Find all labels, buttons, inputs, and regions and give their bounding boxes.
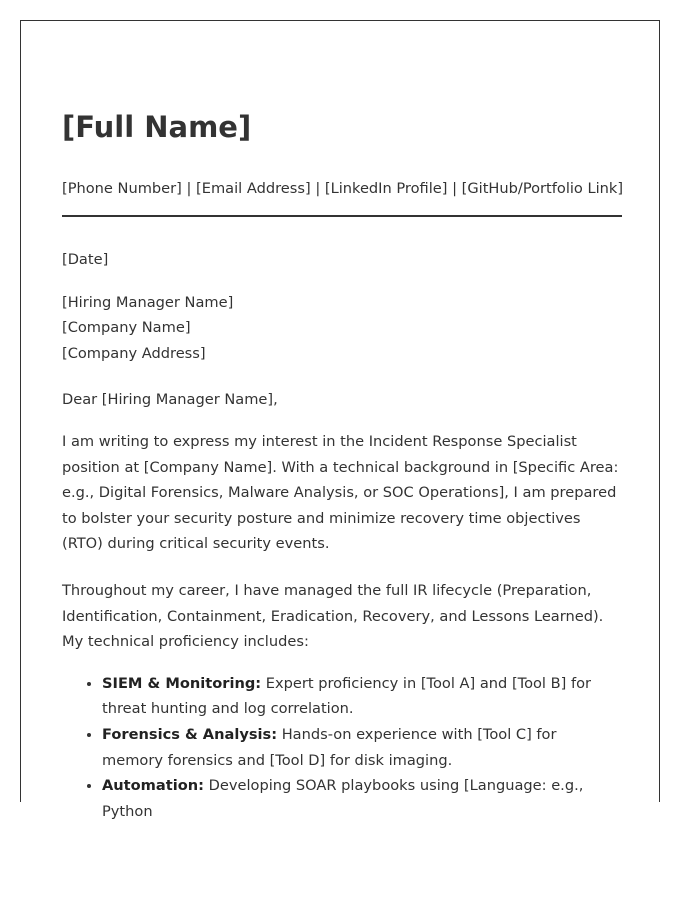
body-paragraph: I am writing to express my interest in the Incident Response Specialist position at [Company Name]. With a technical background in [Specific Area: e.g., Digital Forensics, Malware Analysis, or SOC Operations], I am prepared to bolster your security posture and minimize recovery time objectives (RTO) during critical security events. bbox=[62, 432, 619, 553]
recipient-address: [Company Address] bbox=[62, 344, 206, 362]
skill-text: Expert proficiency in [Tool A] and [Tool B] for threat hunting and log correlation. bbox=[102, 674, 592, 718]
header-divider bbox=[62, 215, 622, 217]
skill-text: Developing SOAR playbooks using [Language: e.g., Python bbox=[102, 777, 584, 820]
cover-letter bbox=[62, 109, 622, 824]
salutation: Dear [Hiring Manager Name], bbox=[62, 391, 278, 409]
skill-item bbox=[102, 773, 622, 824]
applicant-name: [Full Name] bbox=[62, 110, 252, 144]
letter-date: [Date] bbox=[62, 251, 109, 268]
skill-text: Hands-on experience with [Tool C] for memory forensics and [Tool D] for disk imaging. bbox=[102, 725, 557, 769]
skill-label: SIEM & Monitoring: bbox=[102, 674, 262, 692]
skill-label: Forensics & Analysis: bbox=[102, 725, 278, 743]
recipient-block bbox=[62, 290, 622, 367]
skill-item bbox=[102, 671, 622, 722]
skill-item bbox=[102, 722, 622, 773]
document-page bbox=[20, 20, 660, 820]
contact-line: [Phone Number] | [Email Address] | [LinkedIn Profile] | [GitHub/Portfolio Link] bbox=[62, 180, 624, 197]
recipient-company: [Company Name] bbox=[62, 319, 191, 337]
recipient-manager: [Hiring Manager Name] bbox=[62, 293, 234, 311]
body-paragraph: Throughout my career, I have managed the full IR lifecycle (Preparation, Identification, Containment, Eradication, Recovery, and Lessons Learned). My technical proficiency includes: bbox=[62, 581, 604, 651]
skill-label: Automation: bbox=[102, 777, 204, 795]
skills-list bbox=[62, 671, 622, 825]
